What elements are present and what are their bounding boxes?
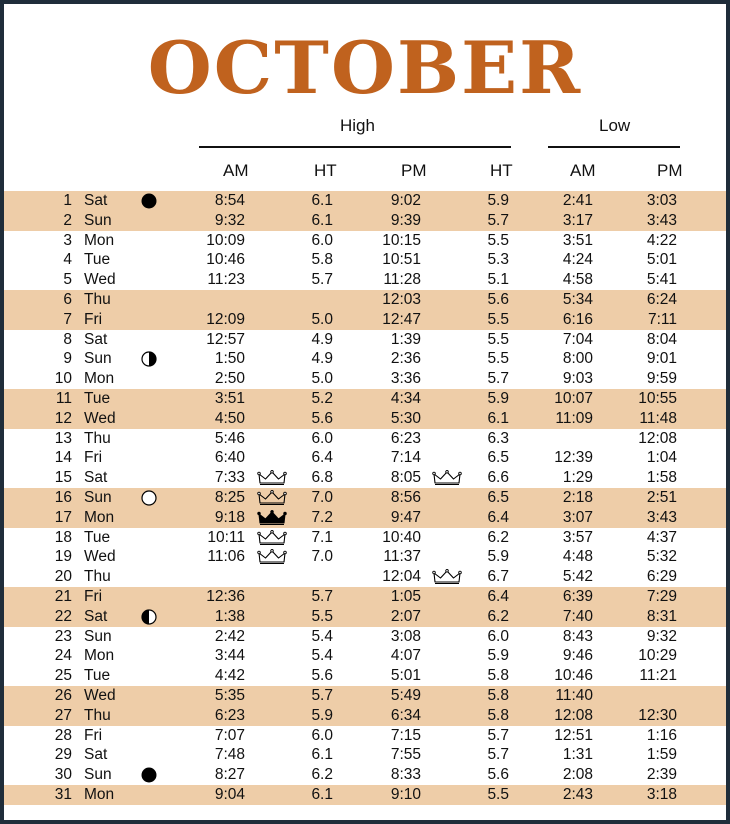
low-pm-time: 6:24 bbox=[646, 290, 677, 308]
low-pm-time: 10:29 bbox=[638, 647, 677, 665]
low-pm-time: 3:18 bbox=[646, 785, 677, 803]
table-row bbox=[4, 211, 726, 231]
high-am-height: 5.0 bbox=[311, 370, 333, 388]
day-number: 11 bbox=[55, 389, 72, 407]
high-am-height: 5.7 bbox=[311, 587, 333, 605]
full-moon-icon bbox=[141, 490, 157, 506]
low-pm-time: 9:01 bbox=[646, 350, 677, 368]
low-am-time: 1:31 bbox=[562, 746, 593, 764]
low-am-time: 7:04 bbox=[562, 330, 593, 348]
high-pm-height: 6.5 bbox=[487, 488, 509, 506]
high-am-height: 6.2 bbox=[311, 766, 333, 784]
high-pm-time: 10:15 bbox=[382, 231, 421, 249]
crown-icon bbox=[432, 470, 462, 486]
table-row bbox=[4, 231, 726, 251]
crown-icon bbox=[257, 530, 287, 546]
day-number: 14 bbox=[54, 449, 72, 467]
day-number: 24 bbox=[54, 647, 72, 665]
weekday: Wed bbox=[84, 271, 116, 289]
header-high-pm: PM bbox=[401, 161, 427, 180]
day-number: 19 bbox=[54, 548, 72, 566]
high-pm-height: 5.6 bbox=[487, 766, 509, 784]
high-pm-height: 6.3 bbox=[487, 429, 509, 447]
high-am-height: 6.8 bbox=[311, 469, 333, 487]
high-pm-time: 9:02 bbox=[390, 192, 421, 209]
low-am-time: 5:42 bbox=[562, 568, 593, 586]
header-high-am: AM bbox=[223, 161, 249, 180]
high-am-height: 7.2 bbox=[311, 508, 333, 526]
high-pm-time: 8:33 bbox=[390, 766, 421, 784]
high-pm-height: 6.5 bbox=[487, 449, 509, 467]
high-am-height: 4.9 bbox=[311, 350, 333, 368]
low-am-time: 2:41 bbox=[562, 192, 593, 209]
new-moon-icon bbox=[141, 193, 157, 209]
high-am-time: 9:32 bbox=[214, 211, 245, 229]
high-pm-time: 4:34 bbox=[390, 389, 421, 407]
table-row bbox=[4, 270, 726, 290]
high-pm-height: 6.7 bbox=[487, 568, 509, 586]
table-row bbox=[4, 488, 726, 508]
high-am-time: 9:18 bbox=[214, 508, 245, 526]
day-number: 2 bbox=[63, 211, 72, 229]
weekday: Thu bbox=[84, 429, 111, 447]
low-am-time: 9:46 bbox=[562, 647, 593, 665]
low-am-time: 4:48 bbox=[562, 548, 593, 566]
low-am-time: 4:24 bbox=[562, 251, 593, 269]
low-pm-time: 1:16 bbox=[646, 726, 677, 744]
high-pm-height: 5.5 bbox=[487, 350, 509, 368]
high-pm-height: 5.5 bbox=[487, 330, 509, 348]
tide-table-body bbox=[4, 191, 726, 805]
high-pm-height: 6.2 bbox=[487, 528, 509, 546]
high-pm-height: 5.9 bbox=[487, 548, 509, 566]
weekday: Wed bbox=[84, 686, 116, 704]
table-row bbox=[4, 666, 726, 686]
low-am-time: 7:40 bbox=[562, 607, 593, 625]
high-pm-time: 7:14 bbox=[390, 449, 421, 467]
table-row bbox=[4, 686, 726, 706]
table-row bbox=[4, 389, 726, 409]
weekday: Mon bbox=[84, 231, 115, 249]
high-pm-height: 5.9 bbox=[487, 647, 509, 665]
high-group-label: High bbox=[340, 116, 375, 135]
low-pm-time: 7:11 bbox=[647, 310, 677, 328]
low-am-time: 3:57 bbox=[562, 528, 593, 546]
table-row bbox=[4, 369, 726, 389]
high-am-height: 5.8 bbox=[311, 251, 333, 269]
low-pm-time: 2:39 bbox=[646, 766, 677, 784]
weekday: Mon bbox=[84, 508, 115, 526]
high-pm-time: 3:08 bbox=[390, 627, 421, 645]
high-pm-height: 5.1 bbox=[487, 271, 509, 289]
high-pm-height: 5.9 bbox=[487, 389, 509, 407]
weekday: Thu bbox=[84, 290, 111, 308]
low-pm-time: 11:48 bbox=[639, 409, 677, 427]
high-am-height: 6.4 bbox=[311, 449, 333, 467]
weekday: Thu bbox=[84, 706, 111, 724]
high-pm-time: 9:47 bbox=[390, 508, 421, 526]
low-pm-time: 2:51 bbox=[646, 488, 677, 506]
weekday: Sun bbox=[84, 627, 112, 645]
crown-icon bbox=[257, 470, 287, 486]
high-am-time: 8:54 bbox=[214, 192, 245, 209]
table-row bbox=[4, 528, 726, 548]
high-pm-time: 9:10 bbox=[390, 785, 421, 803]
high-pm-height: 5.5 bbox=[487, 785, 509, 803]
high-pm-time: 12:04 bbox=[382, 568, 421, 586]
weekday: Thu bbox=[84, 568, 111, 586]
high-pm-height: 5.7 bbox=[487, 726, 509, 744]
day-number: 20 bbox=[54, 568, 72, 586]
high-group-rule bbox=[199, 146, 511, 148]
day-number: 23 bbox=[54, 627, 72, 645]
weekday: Mon bbox=[84, 647, 115, 665]
low-am-time: 11:40 bbox=[555, 686, 593, 704]
low-am-time: 11:09 bbox=[555, 409, 593, 427]
day-number: 9 bbox=[63, 350, 72, 368]
high-am-time: 12:36 bbox=[206, 587, 245, 605]
weekday: Tue bbox=[84, 251, 111, 269]
header-low-am: AM bbox=[570, 161, 596, 180]
high-pm-time: 8:56 bbox=[390, 488, 421, 506]
high-pm-height: 5.5 bbox=[487, 310, 509, 328]
high-am-time: 9:04 bbox=[214, 785, 245, 803]
table-row bbox=[4, 765, 726, 785]
day-number: 29 bbox=[54, 746, 72, 764]
low-pm-time: 4:22 bbox=[646, 231, 677, 249]
low-pm-time: 9:32 bbox=[646, 627, 677, 645]
low-pm-time: 12:30 bbox=[638, 706, 677, 724]
day-number: 10 bbox=[54, 370, 72, 388]
day-number: 27 bbox=[54, 706, 72, 724]
high-am-height: 5.4 bbox=[311, 647, 333, 665]
low-pm-time: 5:41 bbox=[646, 271, 677, 289]
weekday: Tue bbox=[84, 528, 111, 546]
high-am-height: 5.9 bbox=[311, 706, 333, 724]
weekday: Mon bbox=[84, 785, 115, 803]
high-pm-time: 11:28 bbox=[383, 271, 421, 289]
weekday: Fri bbox=[84, 449, 103, 467]
header-low-pm: PM bbox=[657, 161, 683, 180]
crown-icon bbox=[432, 569, 462, 585]
high-pm-height: 6.6 bbox=[487, 469, 509, 487]
day-number: 31 bbox=[54, 785, 72, 803]
table-row bbox=[4, 785, 726, 805]
month-title: OCTOBER bbox=[147, 25, 583, 110]
low-am-time: 1:29 bbox=[562, 469, 593, 487]
high-am-time: 3:51 bbox=[214, 389, 245, 407]
table-row bbox=[4, 567, 726, 587]
weekday: Sat bbox=[84, 469, 108, 487]
low-am-time: 12:08 bbox=[554, 706, 593, 724]
low-pm-time: 11:21 bbox=[639, 667, 677, 685]
high-pm-time: 4:07 bbox=[390, 647, 421, 665]
low-am-time: 10:07 bbox=[554, 389, 593, 407]
low-am-time: 6:16 bbox=[562, 310, 593, 328]
high-pm-time: 8:05 bbox=[390, 469, 421, 487]
high-am-height: 6.0 bbox=[311, 429, 333, 447]
high-pm-time: 12:47 bbox=[382, 310, 421, 328]
weekday: Sun bbox=[84, 211, 112, 229]
high-am-time: 10:46 bbox=[206, 251, 245, 269]
weekday: Sun bbox=[84, 350, 112, 368]
high-pm-time: 6:23 bbox=[390, 429, 421, 447]
high-pm-time: 5:30 bbox=[390, 409, 421, 427]
low-am-time: 2:18 bbox=[562, 488, 593, 506]
low-pm-time: 3:43 bbox=[646, 508, 677, 526]
table-row bbox=[4, 310, 726, 330]
last-quarter-icon bbox=[141, 609, 157, 625]
high-am-height: 5.6 bbox=[311, 409, 333, 427]
header-high-ht-pm: HT bbox=[490, 161, 513, 180]
day-number: 6 bbox=[63, 290, 72, 308]
table-row bbox=[4, 646, 726, 666]
high-pm-height: 5.7 bbox=[487, 211, 509, 229]
high-pm-height: 5.8 bbox=[487, 706, 509, 724]
low-am-time: 3:17 bbox=[562, 211, 593, 229]
table-row bbox=[4, 706, 726, 726]
high-pm-time: 12:03 bbox=[382, 290, 421, 308]
low-am-time: 3:07 bbox=[562, 508, 593, 526]
high-am-time: 11:06 bbox=[207, 548, 245, 566]
high-pm-time: 7:15 bbox=[390, 726, 421, 744]
high-am-time: 6:23 bbox=[214, 706, 245, 724]
high-am-time: 8:27 bbox=[214, 766, 245, 784]
high-am-time: 2:42 bbox=[214, 627, 245, 645]
table-row bbox=[4, 290, 726, 310]
high-pm-time: 2:07 bbox=[390, 607, 421, 625]
high-am-time: 8:25 bbox=[214, 488, 245, 506]
high-am-time: 3:44 bbox=[214, 647, 245, 665]
high-am-time: 7:33 bbox=[214, 469, 245, 487]
high-pm-time: 2:36 bbox=[390, 350, 421, 368]
high-pm-height: 5.7 bbox=[487, 746, 509, 764]
low-pm-time: 4:37 bbox=[646, 528, 677, 546]
high-am-height: 5.4 bbox=[311, 627, 333, 645]
low-pm-time: 1:04 bbox=[646, 449, 677, 467]
day-number: 17 bbox=[54, 508, 72, 526]
low-pm-time: 1:59 bbox=[646, 746, 677, 764]
low-am-time: 8:00 bbox=[562, 350, 593, 368]
high-pm-time: 10:40 bbox=[382, 528, 421, 546]
high-am-time: 4:42 bbox=[214, 667, 245, 685]
high-am-time: 11:23 bbox=[207, 271, 245, 289]
high-am-height: 6.1 bbox=[311, 785, 333, 803]
solid-crown-icon bbox=[257, 510, 287, 526]
day-number: 18 bbox=[54, 528, 72, 546]
day-number: 1 bbox=[63, 192, 72, 209]
high-am-height: 5.5 bbox=[311, 607, 333, 625]
day-number: 5 bbox=[63, 271, 72, 289]
high-am-time: 12:57 bbox=[206, 330, 245, 348]
high-am-height: 5.7 bbox=[311, 686, 333, 704]
low-pm-time: 9:59 bbox=[646, 370, 677, 388]
table-row bbox=[4, 250, 726, 270]
low-am-time: 5:34 bbox=[562, 290, 593, 308]
low-pm-time: 8:04 bbox=[646, 330, 677, 348]
weekday: Wed bbox=[84, 409, 116, 427]
high-am-time: 5:35 bbox=[214, 686, 245, 704]
high-pm-height: 6.0 bbox=[487, 627, 509, 645]
day-number: 21 bbox=[54, 587, 72, 605]
high-am-time: 7:07 bbox=[214, 726, 245, 744]
high-am-height: 6.0 bbox=[311, 726, 333, 744]
high-am-height: 6.1 bbox=[311, 211, 333, 229]
low-pm-time: 6:29 bbox=[646, 568, 677, 586]
table-row bbox=[4, 587, 726, 607]
low-pm-time: 8:31 bbox=[646, 607, 677, 625]
high-am-height: 7.0 bbox=[311, 488, 333, 506]
high-am-height: 5.7 bbox=[311, 271, 333, 289]
day-number: 30 bbox=[54, 766, 72, 784]
low-group-rule bbox=[548, 146, 680, 148]
table-row bbox=[4, 726, 726, 746]
high-am-height: 7.0 bbox=[311, 548, 333, 566]
table-row bbox=[4, 409, 726, 429]
high-pm-height: 6.4 bbox=[487, 587, 509, 605]
high-pm-time: 9:39 bbox=[390, 211, 421, 229]
day-number: 16 bbox=[54, 488, 72, 506]
high-am-height: 5.2 bbox=[311, 389, 333, 407]
low-pm-time: 12:08 bbox=[638, 429, 677, 447]
high-am-time: 12:09 bbox=[206, 310, 245, 328]
day-number: 4 bbox=[63, 251, 72, 269]
weekday: Fri bbox=[84, 310, 103, 328]
low-pm-time: 3:03 bbox=[646, 192, 677, 209]
low-am-time: 3:51 bbox=[562, 231, 593, 249]
low-pm-time: 5:32 bbox=[646, 548, 677, 566]
first-quarter-icon bbox=[141, 351, 157, 367]
day-number: 7 bbox=[63, 310, 72, 328]
high-pm-height: 5.8 bbox=[487, 667, 509, 685]
high-pm-height: 5.7 bbox=[487, 370, 509, 388]
high-pm-time: 11:37 bbox=[383, 548, 421, 566]
high-am-time: 1:50 bbox=[214, 350, 245, 368]
weekday: Sat bbox=[84, 192, 108, 209]
low-am-time: 8:43 bbox=[562, 627, 593, 645]
high-am-height: 6.1 bbox=[311, 192, 333, 209]
high-am-height: 4.9 bbox=[311, 330, 333, 348]
high-am-time: 10:11 bbox=[207, 528, 245, 546]
weekday: Fri bbox=[84, 587, 103, 605]
day-number: 26 bbox=[54, 686, 72, 704]
high-am-time: 1:38 bbox=[214, 607, 245, 625]
table-row bbox=[4, 607, 726, 627]
table-row bbox=[4, 508, 726, 528]
high-pm-time: 3:36 bbox=[390, 370, 421, 388]
high-am-time: 6:40 bbox=[214, 449, 245, 467]
table-row bbox=[4, 468, 726, 488]
weekday: Sun bbox=[84, 766, 112, 784]
high-am-time: 5:46 bbox=[214, 429, 245, 447]
high-am-height: 6.0 bbox=[311, 231, 333, 249]
high-am-time: 4:50 bbox=[214, 409, 245, 427]
high-pm-time: 5:49 bbox=[390, 686, 421, 704]
low-pm-time: 7:29 bbox=[646, 587, 677, 605]
table-row bbox=[4, 547, 726, 567]
weekday: Sun bbox=[84, 488, 112, 506]
new-moon-icon bbox=[141, 767, 157, 783]
table-row bbox=[4, 191, 726, 211]
high-pm-height: 5.9 bbox=[487, 192, 509, 209]
weekday: Fri bbox=[84, 726, 103, 744]
high-pm-height: 5.8 bbox=[487, 686, 509, 704]
low-am-time: 12:39 bbox=[554, 449, 593, 467]
low-am-time: 2:08 bbox=[562, 766, 593, 784]
day-number: 8 bbox=[63, 330, 72, 348]
weekday: Wed bbox=[84, 548, 116, 566]
day-number: 15 bbox=[54, 469, 72, 487]
weekday: Tue bbox=[84, 667, 111, 685]
high-pm-time: 5:01 bbox=[390, 667, 421, 685]
high-am-time: 2:50 bbox=[214, 370, 245, 388]
day-number: 12 bbox=[54, 409, 72, 427]
high-pm-height: 6.4 bbox=[487, 508, 509, 526]
weekday: Sat bbox=[84, 330, 108, 348]
high-am-time: 7:48 bbox=[214, 746, 245, 764]
high-pm-height: 5.6 bbox=[487, 290, 509, 308]
weekday: Mon bbox=[84, 370, 115, 388]
high-pm-time: 10:51 bbox=[382, 251, 421, 269]
low-am-time: 4:58 bbox=[562, 271, 593, 289]
table-row bbox=[4, 745, 726, 765]
weekday: Sat bbox=[84, 607, 108, 625]
low-am-time: 10:46 bbox=[554, 667, 593, 685]
high-pm-time: 6:34 bbox=[390, 706, 421, 724]
crown-icon bbox=[257, 490, 287, 506]
day-number: 25 bbox=[54, 667, 72, 685]
table-row bbox=[4, 448, 726, 468]
high-pm-height: 6.1 bbox=[487, 409, 509, 427]
high-am-height: 5.6 bbox=[311, 667, 333, 685]
day-number: 13 bbox=[54, 429, 72, 447]
low-pm-time: 3:43 bbox=[646, 211, 677, 229]
high-pm-time: 1:39 bbox=[390, 330, 421, 348]
table-row bbox=[4, 429, 726, 449]
weekday: Tue bbox=[84, 389, 111, 407]
high-pm-height: 6.2 bbox=[487, 607, 509, 625]
low-am-time: 2:43 bbox=[562, 785, 593, 803]
low-pm-time: 1:58 bbox=[646, 469, 677, 487]
low-pm-time: 10:55 bbox=[638, 389, 677, 407]
high-am-height: 5.0 bbox=[311, 310, 333, 328]
table-row bbox=[4, 627, 726, 647]
low-am-time: 12:51 bbox=[554, 726, 593, 744]
high-am-height: 6.1 bbox=[311, 746, 333, 764]
day-number: 22 bbox=[54, 607, 72, 625]
high-pm-time: 7:55 bbox=[390, 746, 421, 764]
day-number: 28 bbox=[54, 726, 72, 744]
weekday: Sat bbox=[84, 746, 108, 764]
low-am-time: 6:39 bbox=[562, 587, 593, 605]
low-am-time: 9:03 bbox=[562, 370, 593, 388]
high-pm-height: 5.3 bbox=[487, 251, 509, 269]
crown-icon bbox=[257, 549, 287, 565]
table-row bbox=[4, 330, 726, 350]
low-pm-time: 5:01 bbox=[646, 251, 677, 269]
table-row bbox=[4, 349, 726, 369]
high-am-time: 10:09 bbox=[206, 231, 245, 249]
day-number: 3 bbox=[63, 231, 72, 249]
header-high-ht-am: HT bbox=[314, 161, 337, 180]
high-pm-height: 5.5 bbox=[487, 231, 509, 249]
high-pm-time: 1:05 bbox=[390, 587, 421, 605]
low-group-label: Low bbox=[599, 116, 631, 135]
high-am-height: 7.1 bbox=[311, 528, 333, 546]
